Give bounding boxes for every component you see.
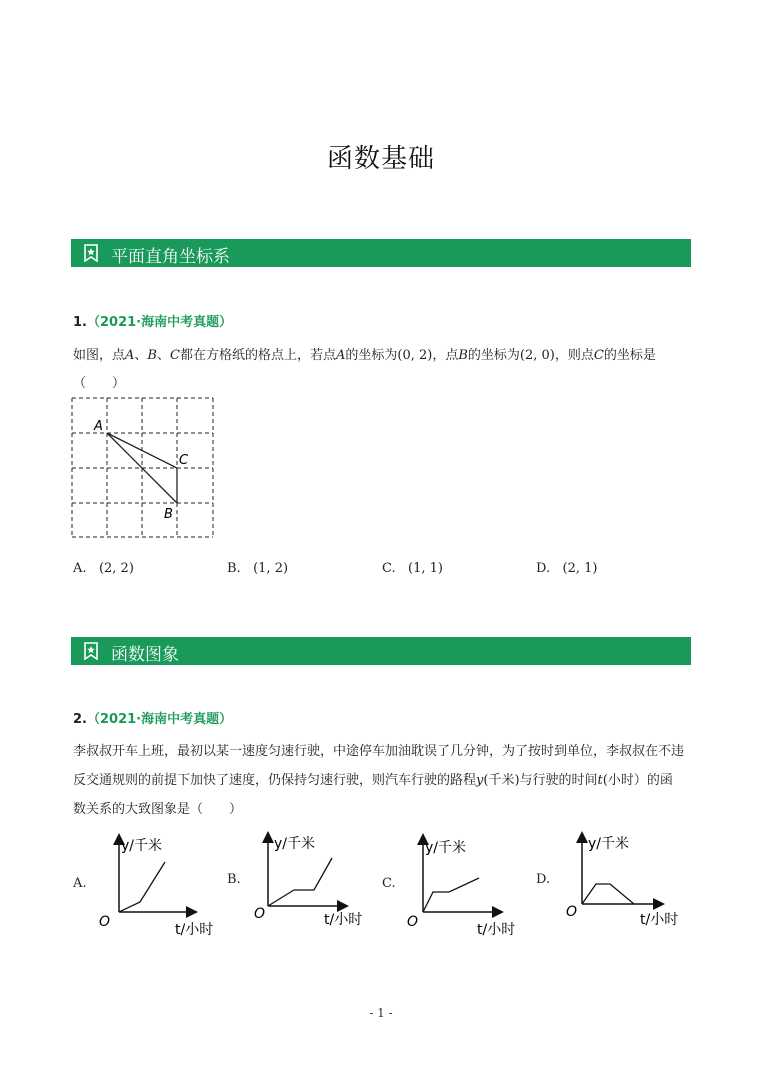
- point-c-label: C: [179, 453, 189, 468]
- graph-curve: [582, 884, 634, 904]
- graph-curve: [119, 862, 165, 912]
- x-axis-label: t/小时: [640, 912, 679, 928]
- point-a-var: A: [335, 348, 346, 363]
- graph-option-d[interactable]: [562, 828, 692, 940]
- option-a[interactable]: [73, 561, 134, 576]
- stem-text: 的坐标为: [345, 348, 398, 363]
- option-c[interactable]: [382, 561, 443, 576]
- question-2-line-3: 数关系的大致图象是（ ）: [73, 802, 243, 817]
- stem-text: ，则点: [554, 348, 594, 363]
- question-1-header: [73, 311, 232, 330]
- page-number: - 1 -: [369, 1006, 393, 1020]
- question-number: 2.: [73, 712, 87, 727]
- graph-option-a[interactable]: [95, 830, 225, 942]
- section-header-function-graph: [71, 637, 691, 665]
- var-y: y: [476, 773, 484, 788]
- graph-curve: [268, 858, 332, 906]
- grid-figure: [70, 396, 216, 540]
- section-label: 函数图象: [111, 645, 179, 665]
- y-axis-label: y/千米: [121, 838, 163, 854]
- stem-text: (千米): [483, 773, 520, 788]
- x-axis-label: t/小时: [324, 912, 363, 928]
- bookmark-star-icon: [83, 642, 99, 660]
- stem-text: 如图，点: [73, 348, 126, 363]
- stem-text: 反交通规则的前提下加快了速度，仍保持匀速行驶，则汽车行驶的路程: [73, 773, 477, 788]
- option-value: (2, 2): [98, 561, 134, 576]
- option-value: (1, 2): [253, 561, 289, 576]
- point-b-var: B: [147, 348, 157, 363]
- point-a-var: A: [125, 348, 135, 363]
- option-letter: B.: [227, 561, 241, 576]
- coord-a: (0, 2): [397, 348, 433, 363]
- origin-label: O: [566, 904, 578, 920]
- graph-curve: [423, 878, 479, 912]
- section-label: 平面直角坐标系: [111, 247, 230, 267]
- var-t: t: [597, 773, 603, 788]
- question-number: 1.: [73, 315, 87, 330]
- option-letter: D.: [536, 561, 551, 576]
- question-1-stem: [73, 341, 691, 370]
- x-axis-label: t/小时: [477, 922, 516, 938]
- section-header-coordinate-system: [71, 239, 691, 267]
- question-source: （2021·海南中考真题）: [86, 712, 233, 727]
- option-value: (1, 1): [408, 561, 443, 576]
- coord-b: (2, 0): [519, 348, 555, 363]
- graph-option-c-letter[interactable]: C.: [382, 876, 396, 891]
- option-b[interactable]: [227, 561, 288, 576]
- point-b-var: B: [458, 348, 468, 363]
- option-letter: C.: [382, 561, 396, 576]
- graph-option-b[interactable]: [250, 828, 380, 940]
- y-axis-label: y/千米: [588, 836, 630, 852]
- point-c-var: C: [170, 348, 180, 363]
- point-c-var: C: [593, 348, 604, 363]
- origin-label: O: [99, 914, 111, 930]
- stem-text: 的坐标为: [467, 348, 520, 363]
- page-title: 函数基础: [326, 144, 435, 174]
- graph-option-b-letter[interactable]: B.: [227, 872, 241, 887]
- x-axis-label: t/小时: [175, 922, 214, 938]
- stem-text: 、: [156, 348, 170, 363]
- question-2-line-2: [73, 766, 691, 795]
- option-value: (2, 1): [562, 561, 598, 576]
- graph-option-c[interactable]: [405, 830, 535, 942]
- option-d[interactable]: [536, 561, 597, 576]
- question-2-line-1: 李叔叔开车上班，最初以某一速度匀速行驶，中途停车加油耽误了几分钟，为了按时到单位，李叔叔在不违: [73, 744, 685, 759]
- bookmark-star-icon: [83, 244, 99, 262]
- question-source: （2021·海南中考真题）: [86, 315, 233, 330]
- point-a-label: A: [94, 419, 103, 434]
- stem-text: 、: [134, 348, 148, 363]
- stem-text: (小时）的函: [602, 773, 673, 788]
- graph-option-a-letter[interactable]: A.: [73, 876, 87, 891]
- origin-label: O: [407, 914, 419, 930]
- point-b-label: B: [164, 507, 173, 522]
- question-2-header: [73, 708, 232, 727]
- origin-label: O: [254, 906, 266, 922]
- graph-option-d-letter[interactable]: D.: [536, 872, 551, 887]
- stem-text: ，点: [432, 348, 459, 363]
- stem-text: 都在方格纸的格点上，若点: [179, 348, 336, 363]
- stem-text: 的坐标是: [603, 348, 656, 363]
- stem-text: 与行驶的时间: [519, 773, 598, 788]
- answer-blank: （ ）: [73, 376, 126, 391]
- y-axis-label: y/千米: [274, 836, 316, 852]
- option-letter: A.: [73, 561, 87, 576]
- y-axis-label: y/千米: [425, 840, 467, 856]
